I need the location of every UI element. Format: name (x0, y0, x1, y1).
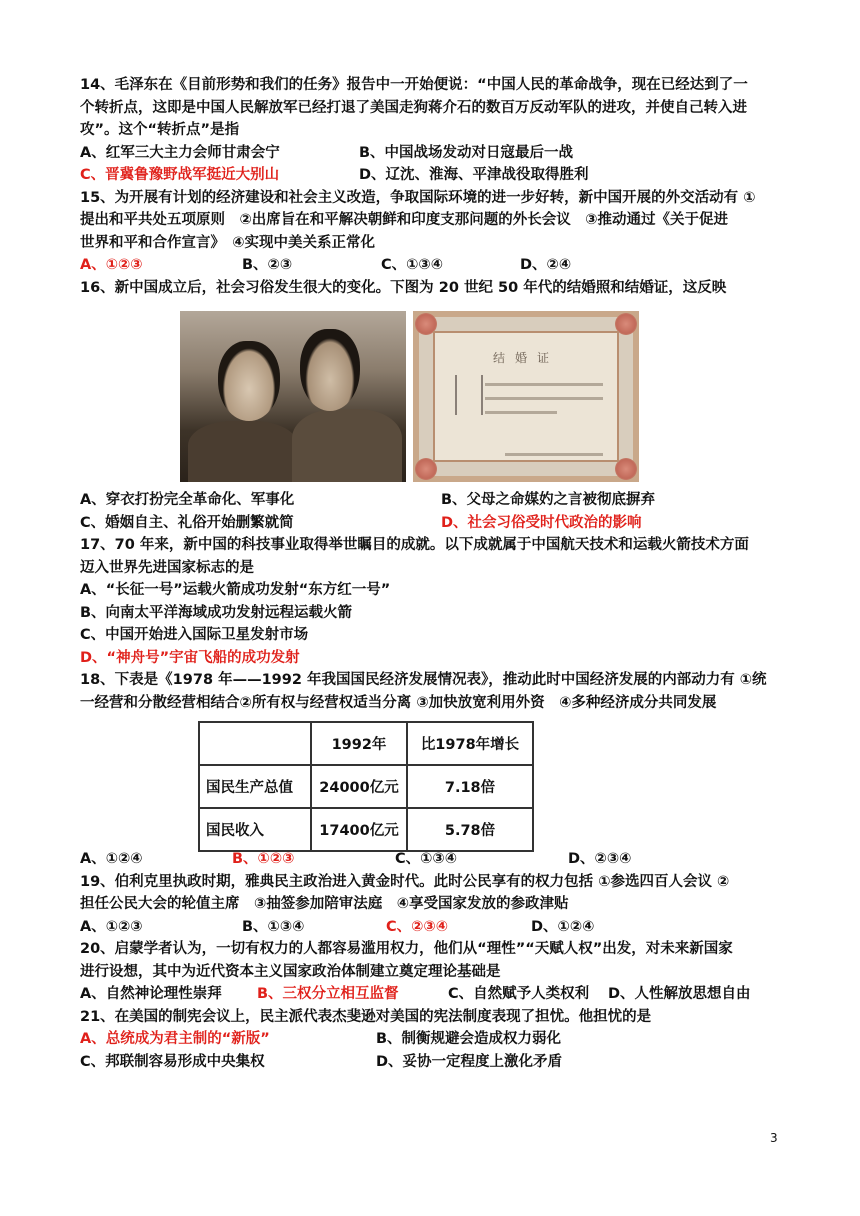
q14-options-row-1 (80, 142, 780, 165)
table-row (199, 808, 533, 851)
q17-stem-line-2: 迈入世界先进国家标志的是 (80, 559, 254, 576)
certificate-title: 结婚证 (492, 351, 559, 365)
q19-option-a: A、①②③ (80, 918, 143, 935)
table-cell: 24000亿元 (311, 765, 407, 808)
q19-options-row (80, 916, 780, 939)
q18-option-a: A、①②④ (80, 851, 143, 867)
q20-option-b-answer: B、三权分立相互监督 (257, 986, 399, 1002)
q14-option-d: D、辽沈、淮海、平津战役取得胜利 (359, 167, 589, 183)
q18-option-b-answer: B、①②③ (232, 851, 295, 867)
q21-stem-line-1: 21、在美国的制宪会议上，民主派代表杰斐逊对美国的宪法制度表现了担忧。他担忧的是 (80, 1008, 652, 1025)
table-header-cell: 1992年 (311, 722, 407, 765)
q16-option-a: A、穿衣打扮完全革命化、军事化 (80, 492, 295, 508)
q18-options-row (80, 848, 780, 871)
q20-stem-line-1: 20、启蒙学者认为，一切有权力的人都容易滥用权力，他们从“理性”“天赋人权”出发，对未来新国家 (80, 941, 733, 957)
q20-option-a: A、自然神论理性崇拜 (80, 986, 222, 1002)
q18-option-c: C、①③④ (395, 851, 457, 867)
q16-options-row-1 (80, 489, 780, 512)
q15-options-row (80, 254, 780, 277)
q16-figure (80, 299, 780, 489)
q14-stem-line-3: 攻”。这个“转折点”是指 (80, 122, 240, 138)
q20-stem-line-2: 进行设想，其中为近代资本主义国家政治体制建立奠定理论基础是 (80, 963, 501, 980)
q17-option-a: A、“长征一号”运载火箭成功发射“东方红一号” (80, 582, 391, 598)
q18-table-wrap (80, 714, 780, 848)
q21-options-row-1 (80, 1028, 780, 1051)
q19-stem-line-2: 担任公民大会的轮值主席 ③抽签参加陪审法庭 ④享受国家发放的参政津贴 (80, 896, 569, 912)
q19-option-c-answer: C、②③④ (386, 918, 448, 935)
q15-option-c: C、①③④ (381, 257, 443, 273)
table-cell: 国民收入 (199, 808, 311, 851)
q17-stem-line-1: 17、70 年来，新中国的科技事业取得举世瞩目的成就。以下成就属于中国航天技术和运载火箭技术方面 (80, 537, 749, 553)
table-row (199, 765, 533, 808)
q16-option-d-answer: D、社会习俗受时代政治的影响 (441, 514, 642, 531)
q16-option-b: B、父母之命媒妁之言被彻底摒弃 (441, 492, 656, 508)
table-cell: 17400亿元 (311, 808, 407, 851)
table-cell: 5.78倍 (407, 808, 533, 851)
q19-option-d: D、①②④ (531, 918, 595, 935)
q17-option-c: C、中国开始进入国际卫星发射市场 (80, 627, 309, 643)
wedding-photo (180, 311, 406, 482)
q16-option-c: C、婚姻自主、礼俗开始删繁就简 (80, 514, 294, 531)
q19-option-b: B、①③④ (242, 918, 305, 935)
q19-stem-line-1: 19、伯利克里执政时期，雅典民主政治进入黄金时代。此时公民享有的权力包括 ①参选四百人会议 ② (80, 873, 730, 890)
q21-option-a-answer: A、总统成为君主制的“新版” (80, 1031, 270, 1047)
q21-option-c: C、邦联制容易形成中央集权 (80, 1053, 265, 1070)
marriage-certificate-image (413, 311, 639, 482)
q21-option-b: B、制衡规避会造成权力弱化 (376, 1031, 562, 1047)
q14-option-b: B、中国战场发动对日寇最后一战 (359, 144, 574, 161)
q15-stem-line-1: 15、为开展有计划的经济建设和社会主义改造，争取国际环境的进一步好转，新中国开展的外交活动有 ① (80, 189, 756, 206)
q18-stem-line-2: 一经营和分散经营相结合②所有权与经营权适当分离 ③加快放宽利用外资 ④多种经济成分共同发展 (80, 694, 717, 711)
q16-options-row-2 (80, 512, 780, 535)
page-number: 3 (770, 1131, 778, 1145)
q15-option-b: B、②③ (242, 257, 293, 273)
q20-option-d: D、人性解放思想自由 (608, 986, 751, 1002)
table-header-cell (199, 722, 311, 765)
q14-options-row-2 (80, 164, 780, 187)
q14-stem-line-2: 个转折点，这即是中国人民解放军已经打退了美国走狗蒋介石的数百万反动军队的进攻，并使自己转入进 (80, 99, 747, 116)
q16-stem-line-1: 16、新中国成立后，社会习俗发生很大的变化。下图为 20 世纪 50 年代的结婚照和结婚证，这反映 (80, 279, 727, 296)
q21-options-row-2 (80, 1051, 780, 1074)
exam-page (80, 74, 780, 1073)
q17-option-b: B、向南太平洋海域成功发射远程运载火箭 (80, 604, 353, 621)
table-cell: 7.18倍 (407, 765, 533, 808)
table-cell: 国民生产总值 (199, 765, 311, 808)
q15-stem-line-2: 提出和平共处五项原则 ②出席旨在和平解决朝鲜和印度支那问题的外长会议 ③推动通过《关于促进 (80, 212, 729, 228)
q15-option-a-answer: A、①②③ (80, 257, 143, 273)
q15-option-d: D、②④ (520, 257, 572, 273)
q20-option-c: C、自然赋予人类权利 (448, 986, 590, 1002)
table-header-row (199, 722, 533, 765)
q14-stem-line-1: 14、毛泽东在《目前形势和我们的任务》报告中一开始便说：“中国人民的革命战争，现在已经达到了一 (80, 77, 748, 93)
economy-table (198, 721, 534, 852)
q18-option-d: D、②③④ (568, 851, 632, 867)
q20-options-row (80, 983, 780, 1006)
q14-option-c-answer: C、晋冀鲁豫野战军挺近大别山 (80, 167, 280, 183)
q18-stem-line-1: 18、下表是《1978 年——1992 年我国国民经济发展情况表》，推动此时中国经济发展的内部动力有 ①统 (80, 672, 767, 688)
table-header-cell: 比1978年增长 (407, 722, 533, 765)
q21-option-d: D、妥协一定程度上激化矛盾 (376, 1053, 563, 1070)
q15-stem-line-3: 世界和平和合作宣言》 ④实现中美关系正常化 (80, 234, 376, 251)
q17-option-d-answer: D、“神舟号”宇宙飞船的成功发射 (80, 649, 300, 666)
q14-option-a: A、红军三大主力会师甘肃会宁 (80, 144, 280, 161)
